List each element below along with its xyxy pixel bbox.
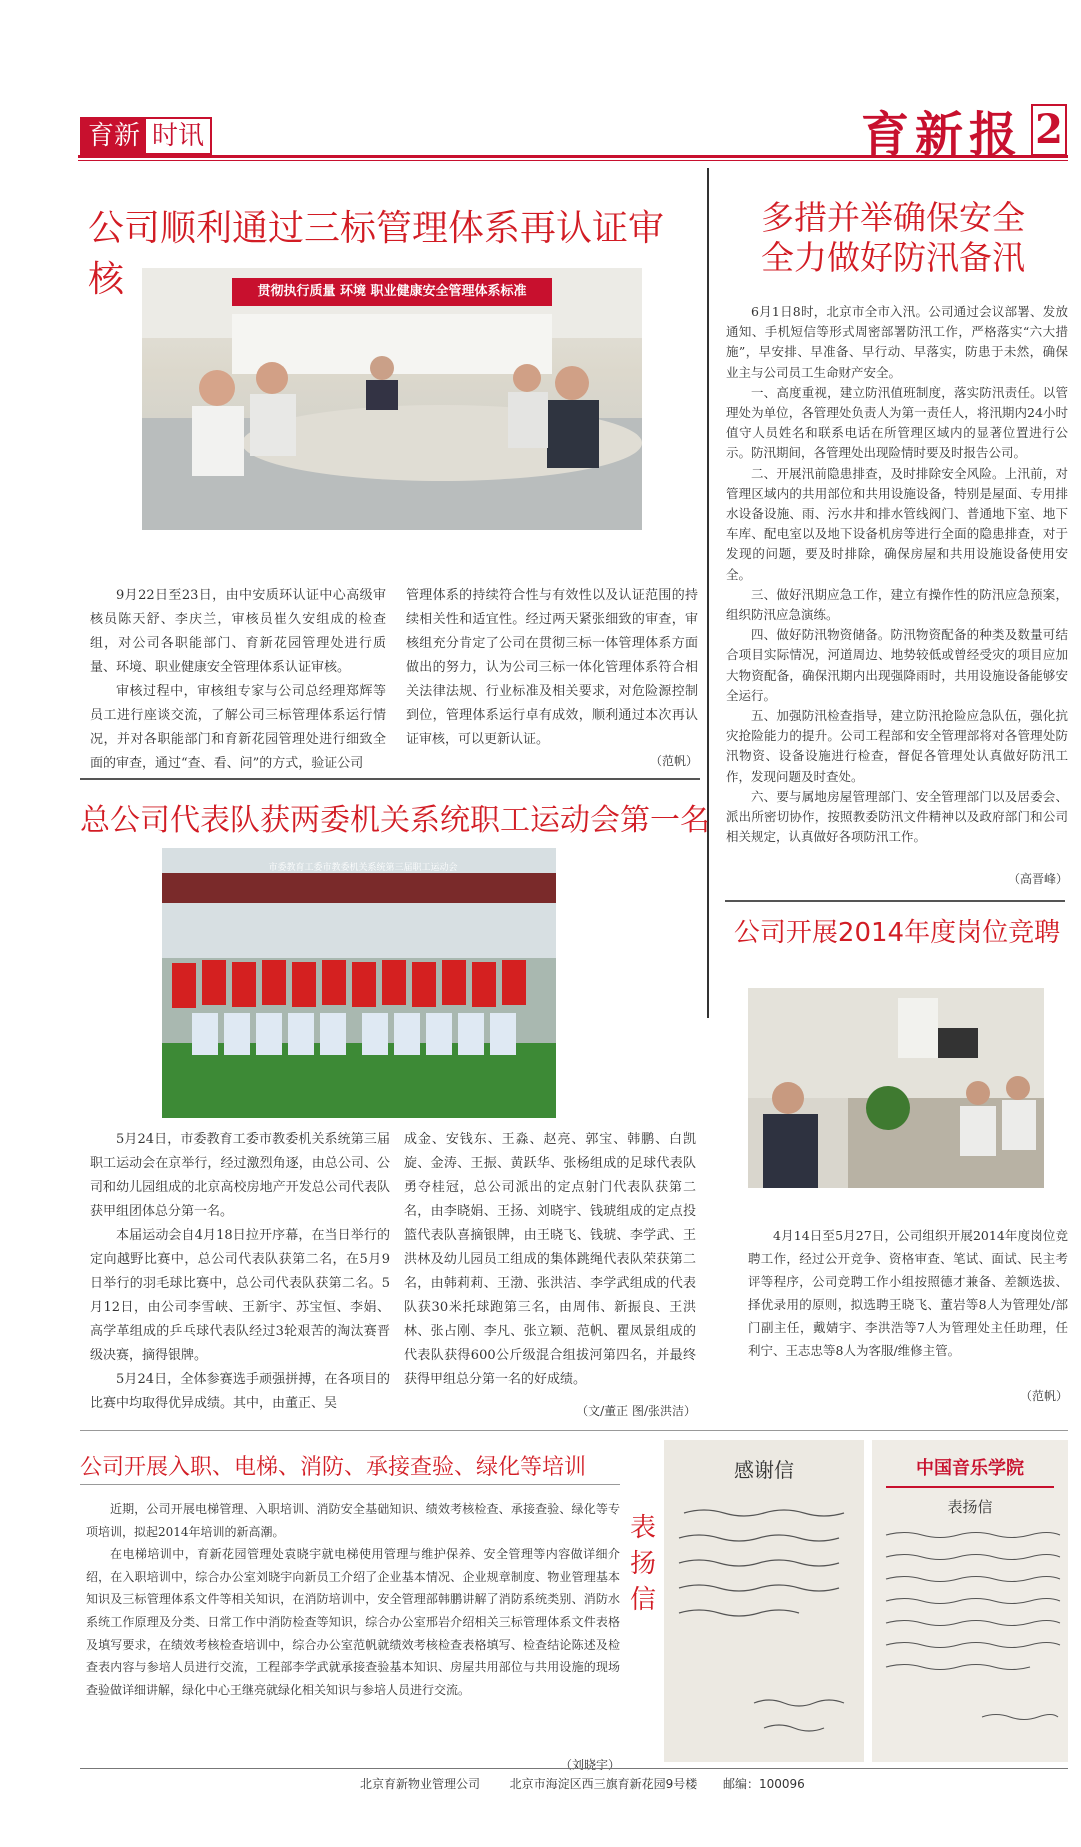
article4-photo — [748, 988, 1044, 1188]
article4-p1: 4月14日至5月27日，公司组织开展2014年度岗位竞聘工作，经过公开竞争、资格审查、笔试、面试、民主考评等程序，公司竞聘工作小组按照德才兼备、差额选拔、择优录用的原则，拟选聘王晓飞、董岩等8人为管理处/部门副主任，戴婧宇、李洪浩等7人为管理处主任助理，任利宁、王志忠等8人为客服/维修主管。 — [748, 1228, 1068, 1358]
interview-photo — [748, 988, 1044, 1188]
article3-p6: 五、加强防汛检查指导，建立防汛抢险应急队伍，强化抗灾抢险能力的提升。公司工程部和安全管理部将对各管理处防汛物资、设备设施进行检查，督促各管理处认真做好防汛工作，发现问题及时查处。 — [726, 708, 1068, 784]
letter2-heading: 中国音乐学院 — [916, 1458, 1024, 1479]
footer-company: 北京育新物业管理公司 — [360, 1777, 481, 1791]
article1-col2-p1: 管理体系的持续符合性与有效性以及认证范围的持续相关性和适宜性。经过两天紧张细致的审查，审核组充分肯定了公司在贯彻三标一体管理体系方面做出的努力，认为公司三标一体化管理体系符合相关法律法规、行业标准及相关要求，对危险源控制到位，管理体系运行卓有成效，顺利通过本次再认证审核，可以更新认证。 — [406, 588, 698, 747]
section-header-a: 育新 — [82, 119, 146, 153]
article5-byline: （刘晓宇） — [559, 1758, 620, 1772]
meeting-photo — [142, 268, 642, 530]
article2-col1 — [90, 1128, 390, 1416]
letter2-title: 表扬信 — [947, 1498, 993, 1516]
commendation-label: 表扬信 — [629, 1513, 656, 1615]
footer-address: 北京市海淀区西三旗育新花园9号楼 — [509, 1777, 698, 1791]
article3-p5: 四、做好防汛物资储备。防汛物资配备的种类及数量可结合项目实际情况，河道周边、地势较低或曾经受灾的项目应加大物资配备，确保汛期内出现强降雨时，共用设施设备能够安全运行。 — [726, 627, 1068, 703]
article1-col2 — [406, 584, 698, 752]
article5-p1: 近期，公司开展电梯管理、入职培训、消防安全基础知识、绩效考核检查、承接查验、绿化等专项培训，拟起2014年培训的新高潮。 — [86, 1502, 620, 1539]
article3-p3: 二、开展汛前隐患排查，及时排除安全风险。上汛前，对管理区域内的共用部位和共用设施设备，特别是屋面、专用排水设备设施、雨、污水井和排水管线阀门、普通地下室、地下车库、配电室以及地下设备机房等进行全面的隐患排查，对于发现的问题，要及时排除，确保房屋和共用设施设备使用安全。 — [726, 465, 1068, 582]
article2-title: 总公司代表队获两委机关系统职工运动会第一名 — [80, 803, 710, 838]
letter1-title: 感谢信 — [734, 1458, 794, 1482]
footer-rule — [80, 1768, 1068, 1769]
article3-body — [726, 302, 1068, 847]
section-header-b: 时讯 — [152, 121, 205, 151]
article4-body — [748, 1224, 1068, 1362]
article3-title-line1: 多措并举确保安全 — [761, 198, 1025, 237]
footer — [360, 1775, 920, 1792]
article1-col1-p1: 9月22日至23日，由中安质环认证中心高级审核员陈天舒、李庆兰，审核员崔久安组成的检查组，对公司各职能部门、育新花园管理处进行质量、环境、职业健康安全管理体系认证审核。 — [90, 588, 386, 675]
article5-title-rule — [80, 1484, 620, 1485]
article3-p1: 6月1日8时，北京市全市入汛。公司通过会议部署、发放通知、手机短信等形式周密部署防汛工作，严格落实“六大措施”，早安排、早准备、早行动、早落实，防患于未然，确保业主与公司员工生命财产安全。 — [726, 304, 1068, 380]
section-header — [80, 117, 212, 155]
article3-title-line2: 全力做好防汛备汛 — [761, 238, 1025, 277]
praise-letter — [872, 1440, 1068, 1762]
article3-divider — [725, 900, 1065, 902]
team-photo — [162, 848, 556, 1118]
article1-photo-banner: 贯彻执行质量 环境 职业健康安全管理体系标准 — [257, 284, 527, 299]
handwriting-lines — [664, 1483, 864, 1753]
handwriting-lines-2 — [872, 1517, 1068, 1757]
article2-col1-p3: 5月24日，全体参赛选手顽强拼搏，在各项目的比赛中均取得优异成绩。其中，由董正、吴 — [90, 1372, 390, 1411]
article3-p2: 一、高度重视，建立防汛值班制度，落实防汛责任。以管理处为单位，各管理处负责人为第一责任人，将汛期内24小时值守人员姓名和联系电话在所管理区域内的显著位置进行公示。防汛期间，各管理处出现险情时要及时报告公司。 — [726, 384, 1068, 461]
article3-p4: 三、做好汛期应急工作，建立有操作性的防汛应急预案，组织防汛应急演练。 — [726, 586, 1068, 623]
article3-p7: 六、要与属地房屋管理部门、安全管理部门以及居委会、派出所密切协作，按照教委防汛文件精神以及政府部门和公司相关规定，认真做好各项防汛工作。 — [726, 788, 1068, 845]
header-rule-thin — [78, 160, 1068, 161]
article1-divider — [80, 778, 700, 780]
masthead: 育新报 — [860, 107, 1023, 163]
article3-title — [718, 198, 1068, 278]
article2-photo — [162, 848, 556, 1118]
article1-col1-p2: 审核过程中，审核组专家与公司总经理郑辉等员工进行座谈交流，了解公司三标管理体系运行情况，并对各职能部门和育新花园管理处进行细致全面的审查，通过“查、看、问”的方式，验证公司 — [90, 684, 386, 771]
bottom-section-divider — [80, 1430, 1068, 1431]
article2-col2-p1: 成金、安钱东、王淼、赵亮、郭宝、韩鹏、白凯旋、金涛、王振、黄跃华、张杨组成的足球代表队勇夺桂冠，总公司派出的定点射门代表队获第二名，由李晓娟、王扬、刘晓宇、钱琥组成的定点投篮代表队喜摘银牌，由王晓飞、钱琥、李学武、王洪林及幼儿园员工组成的集体跳绳代表队荣获第二名，由韩莉莉、王渤、张洪洁、李学武组成的代表队获30米托球跑第三名，由周伟、新振良、王洪林、张占刚、李凡、张立颖、范帆、瞿凤景组成的代表队获得600公斤级混合组拔河第四名，并最终获得甲组总分第一名的好成绩。 — [404, 1132, 696, 1387]
article1-title: 公司顺利通过三标管理体系再认证审核 — [88, 208, 665, 300]
article5-body — [86, 1498, 620, 1701]
page-number: 2 — [1031, 104, 1067, 156]
article2-col1-p2: 本届运动会自4月18日拉开序幕，在当日举行的定向越野比赛中，总公司代表队获第二名，在5月9日举行的羽毛球比赛中，总公司代表队获第二名。5月12日，由公司李雪峡、王新宇、苏宝恒、李娟、高学革组成的乒乓球代表队经过3轮艰苦的淘汰赛晋级决赛，摘得银牌。 — [90, 1228, 390, 1363]
article1-col1 — [90, 584, 386, 776]
header-rule — [78, 155, 1068, 158]
column-divider — [707, 168, 709, 1018]
article4-byline: （范帆） — [1019, 1389, 1068, 1403]
article5-title: 公司开展入职、电梯、消防、承接查验、绿化等培训 — [80, 1455, 587, 1480]
article1-byline: （范帆） — [649, 754, 698, 768]
article5-p2: 在电梯培训中，育新花园管理处袁晓宇就电梯使用管理与维护保养、安全管理等内容做详细介绍，在入职培训中，综合办公室刘晓宇向新员工介绍了企业基本情况、企业规章制度、物业管理基本知识及三标管理体系文件等相关知识，在消防培训中，安全管理部韩鹏讲解了消防系统类别、消防水系统工作原理及分类、日常工作中消防检查等知识，综合办公室邢岩介绍相关三标管理体系文件表格及填写要求，在绩效考核检查培训中，综合办公室范帆就绩效考核检查表格填写、检查结论陈述及检查表内容与参培人员进行交流，工程部李学武就承接查验基本知识、房屋共用部位与共用设施的现场查验做详细讲解，绿化中心王继亮就绿化相关知识与参培人员进行交流。 — [86, 1547, 620, 1697]
article2-photo-banner: 市委教育工委市教委机关系统第三届职工运动会 — [268, 863, 458, 873]
thank-you-letter — [664, 1440, 864, 1762]
article3-byline: （高晋峰） — [1007, 872, 1068, 886]
article4-title: 公司开展2014年度岗位竞聘 — [733, 918, 1061, 948]
article2-col1-p1: 5月24日，市委教育工委市教委机关系统第三届职工运动会在京举行，经过激烈角逐，由总公司、公司和幼儿园组成的北京高校房地产开发总公司代表队获甲组团体总分第一名。 — [90, 1132, 390, 1219]
footer-postcode: 邮编：100096 — [722, 1777, 805, 1791]
article1-photo — [142, 268, 642, 530]
article2-byline: （文/董正 图/张洪洁） — [576, 1404, 696, 1418]
article2-col2 — [404, 1128, 696, 1392]
